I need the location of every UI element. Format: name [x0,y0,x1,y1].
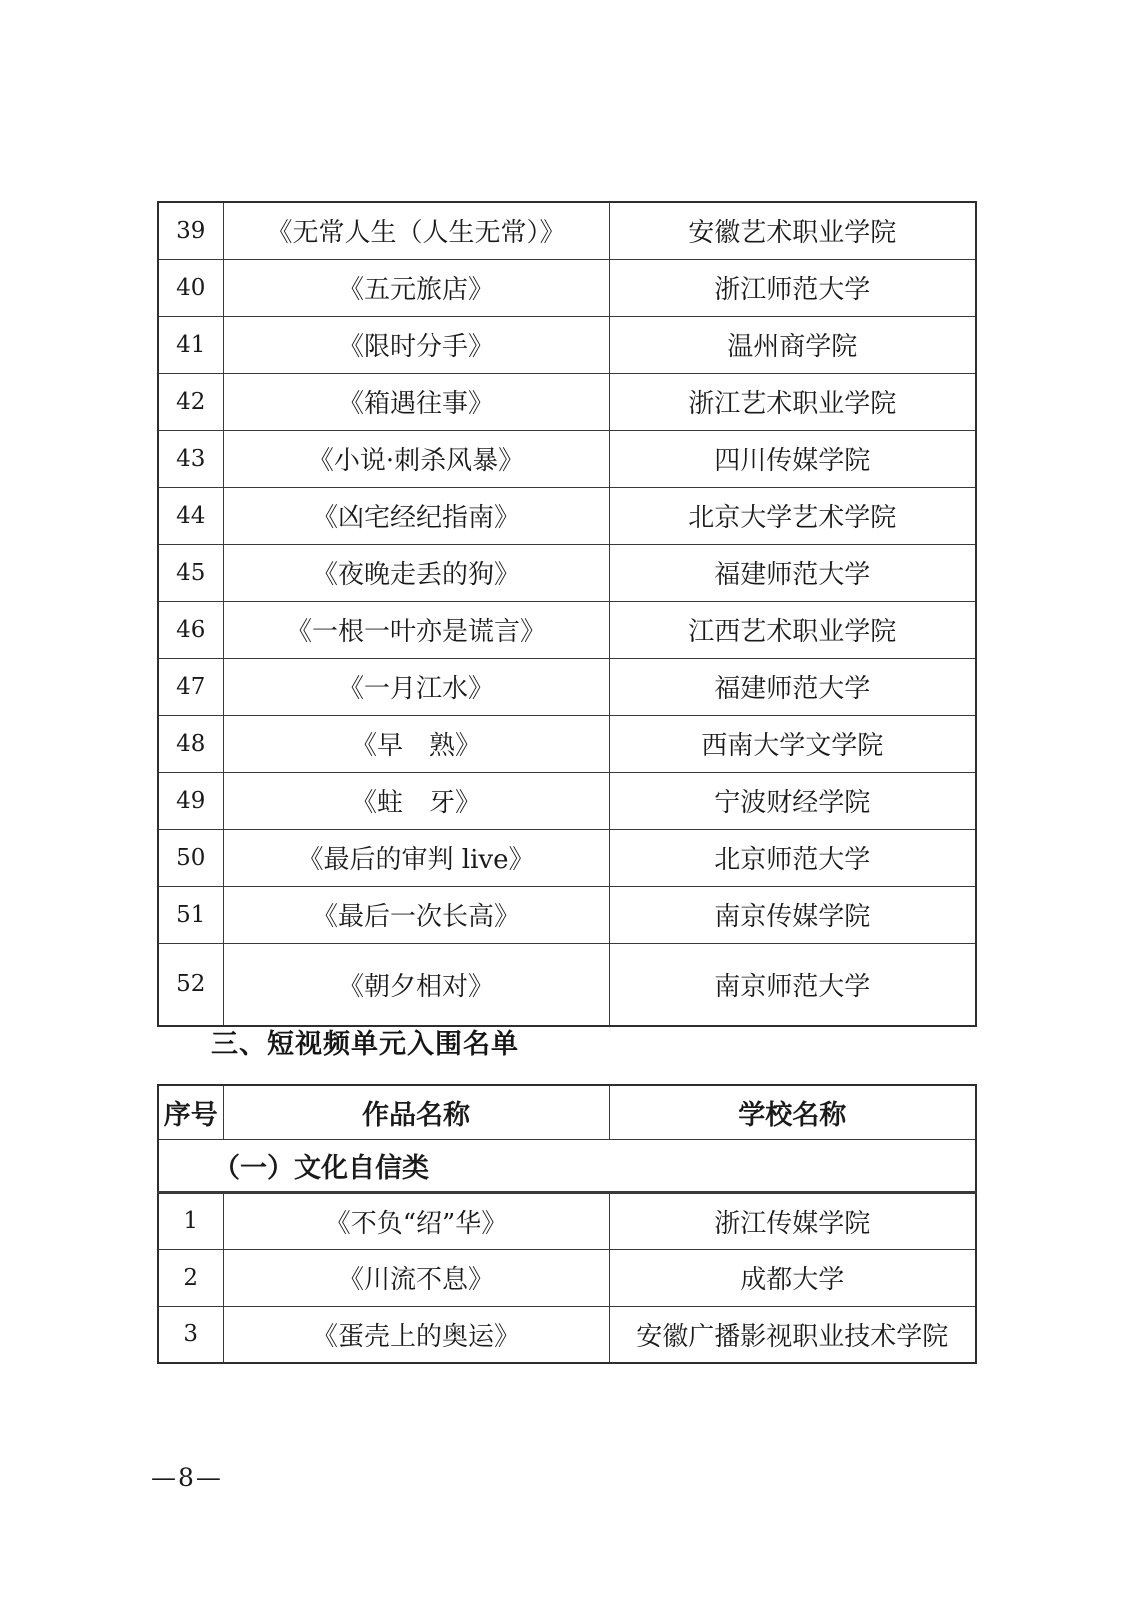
row-number: 52 [158,943,223,1026]
table-row [158,658,976,715]
row-number: 50 [158,829,223,886]
work-title: 《无常人生（人生无常）》 [223,202,609,259]
table-row [158,715,976,772]
category-row [158,1139,976,1192]
school-name: 北京师范大学 [609,829,976,886]
work-title: 《蛀 牙》 [223,772,609,829]
work-title: 《不负“绍”华》 [223,1192,609,1249]
work-title: 《最后一次长高》 [223,886,609,943]
category-label: （一）文化自信类 [158,1139,976,1192]
row-number: 3 [158,1306,223,1363]
work-title: 《一根一叶亦是谎言》 [223,601,609,658]
row-number: 41 [158,316,223,373]
work-title: 《限时分手》 [223,316,609,373]
school-name: 西南大学文学院 [609,715,976,772]
table-row [158,886,976,943]
school-name: 温州商学院 [609,316,976,373]
table-row [158,1306,976,1363]
table-row [158,202,976,259]
work-title: 《一月江水》 [223,658,609,715]
school-name: 南京传媒学院 [609,886,976,943]
row-number: 2 [158,1249,223,1306]
row-number: 42 [158,373,223,430]
table-row [158,1192,976,1249]
school-name: 安徽艺术职业学院 [609,202,976,259]
row-number: 43 [158,430,223,487]
table-row [158,259,976,316]
school-name: 浙江传媒学院 [609,1192,976,1249]
school-name: 宁波财经学院 [609,772,976,829]
table-row [158,316,976,373]
table-row [158,772,976,829]
school-name: 安徽广播影视职业技术学院 [609,1306,976,1363]
table-header-row [158,1085,976,1139]
school-name: 福建师范大学 [609,658,976,715]
row-number: 48 [158,715,223,772]
row-number: 51 [158,886,223,943]
work-title: 《早 熟》 [223,715,609,772]
header-work-title: 作品名称 [223,1085,609,1139]
row-number: 44 [158,487,223,544]
table-row [158,430,976,487]
school-name: 南京师范大学 [609,943,976,1026]
table-row [158,373,976,430]
work-title: 《朝夕相对》 [223,943,609,1026]
school-name: 成都大学 [609,1249,976,1306]
table-row [158,829,976,886]
work-title: 《小说·刺杀风暴》 [223,430,609,487]
table-row [158,544,976,601]
table-row [158,487,976,544]
work-title: 《箱遇往事》 [223,373,609,430]
school-name: 北京大学艺术学院 [609,487,976,544]
school-name: 浙江艺术职业学院 [609,373,976,430]
table-row [158,943,976,1026]
work-title: 《最后的审判 live》 [223,829,609,886]
school-name: 浙江师范大学 [609,259,976,316]
work-title: 《夜晚走丢的狗》 [223,544,609,601]
row-number: 1 [158,1192,223,1249]
table-row [158,601,976,658]
row-number: 40 [158,259,223,316]
row-number: 47 [158,658,223,715]
shortlist-table-continued [157,201,977,1027]
work-title: 《蛋壳上的奥运》 [223,1306,609,1363]
page-number: —8— [151,1463,223,1492]
table-row [158,1249,976,1306]
short-video-shortlist-table [157,1084,977,1364]
row-number: 46 [158,601,223,658]
work-title: 《五元旅店》 [223,259,609,316]
row-number: 49 [158,772,223,829]
header-number: 序号 [158,1085,223,1139]
school-name: 江西艺术职业学院 [609,601,976,658]
school-name: 福建师范大学 [609,544,976,601]
header-school-name: 学校名称 [609,1085,976,1139]
row-number: 45 [158,544,223,601]
work-title: 《川流不息》 [223,1249,609,1306]
row-number: 39 [158,202,223,259]
work-title: 《凶宅经纪指南》 [223,487,609,544]
school-name: 四川传媒学院 [609,430,976,487]
section-heading: 三、短视频单元入围名单 [211,1029,519,1060]
